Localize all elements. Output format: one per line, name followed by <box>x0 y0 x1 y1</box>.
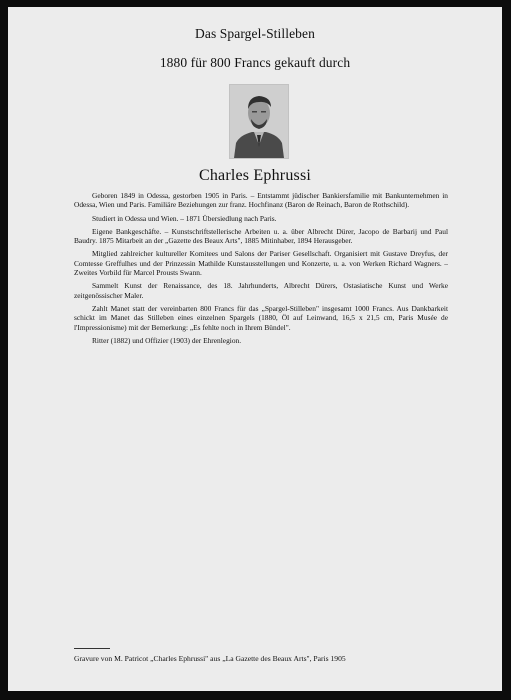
person-name: Charles Ephrussi <box>198 167 312 184</box>
portrait-engraving <box>229 84 289 159</box>
biography-paragraph: Eigene Bankgeschäfte. – Kunstschriftstellerische Arbeiten u. a. über Albrecht Dürer, Jacopo de Barbarij und Paul Baudry. 1875 Mitarbeit an der „Gazette des Beaux Arts", 1885 Mitinhaber, 1894 Herausgeber. <box>74 226 448 246</box>
biography-paragraph: Geboren 1849 in Odessa, gestorben 1905 in Paris. – Entstammt jüdischer Bankiersfamilie mit Bankunternehmen in Odessa, Wien und Paris. Familiäre Beziehungen zur franz. Hochfinanz (Baron de Reinach, Baron de Rothschild). <box>74 191 448 210</box>
document-subtitle: 1880 für 800 Francs gekauft durch <box>159 55 351 70</box>
footnote-rule <box>74 648 110 649</box>
biography-paragraph: Sammelt Kunst der Renaissance, des 18. Jahrhunderts, Albrecht Dürers, Ostasiatische Kunst und Werke zeitgenössischer Maler. <box>74 281 448 300</box>
document-page <box>8 7 502 691</box>
image-caption: Gravure von M. Patricot „Charles Ephrussi" aus „La Gazette des Beaux Arts", Paris 1905 <box>74 654 346 663</box>
biography-paragraph: Ritter (1882) und Offizier (1903) der Ehrenlegion. <box>92 335 242 345</box>
biography-paragraph: Zahlt Manet statt der vereinbarten 800 Francs für das „Spargel-Stilleben" insgesamt 1000 Francs. Aus Dankbarkeit schickt im Manet das Stilleben eines einzelnen Spargels (1880, Öl auf Leinwand, 16,5 x 21,5 cm, Paris Musée de l'Impressionisme) mit der Bemerkung: „Es fehlte noch in Ihrem Bündel". <box>74 303 448 332</box>
biography-text <box>74 191 448 349</box>
document-title: Das Spargel-Stilleben <box>195 26 315 41</box>
biography-paragraph: Studiert in Odessa und Wien. – 1871 Übersiedlung nach Paris. <box>92 213 277 223</box>
biography-paragraph: Mitglied zahlreicher kultureller Komitees und Salons der Pariser Gesellschaft. Organisiert mit Gustave Dreyfus, der Comtesse Greffulhes und der Prinzessin Mathilde Kunstausstellungen und Konzerte, u. a. von Werken Richard Wagners. – Zweites Vorbild für Marcel Prousts Swann. <box>74 249 448 278</box>
